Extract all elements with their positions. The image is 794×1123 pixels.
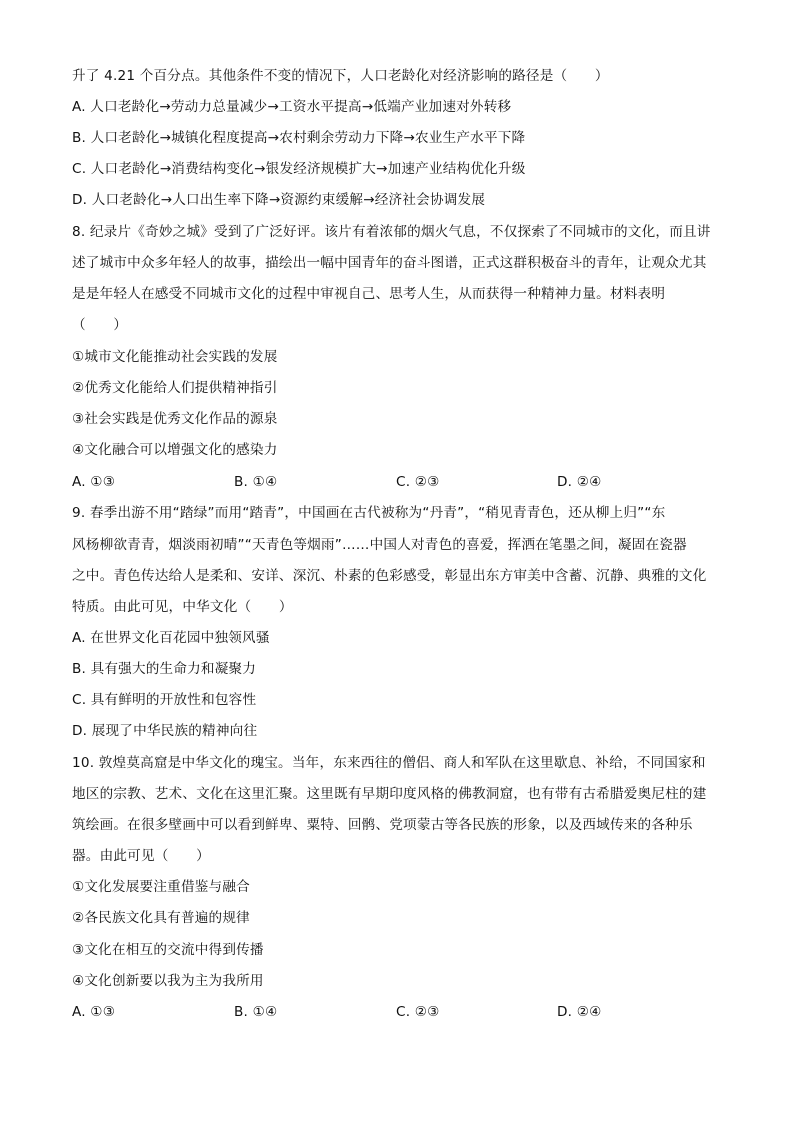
q8-choice-d: D. ②④ (557, 474, 602, 490)
q7-stem-tail: 升了 4.21 个百分点。其他条件不变的情况下，人口老龄化对经济影响的路径是（ ） (72, 68, 609, 84)
q10-statement-4: ④文化创新要以我为主为我所用 (72, 973, 264, 989)
q8-stem-line-4: （ ） (72, 317, 128, 333)
q10-statement-3: ③文化在相互的交流中得到传播 (72, 942, 264, 958)
q9-stem-line-2: 风杨柳欲青青，烟淡雨初晴”“天青色等烟雨”……中国人对青色的喜爱，挥洒在笔墨之间，凝固在瓷器 (72, 537, 687, 553)
q8-choice-c: C. ②③ (396, 474, 440, 490)
q8-statement-4: ④文化融合可以增强文化的感染力 (72, 442, 278, 458)
q10-stem-line-3: 筑绘画。在很多壁画中可以看到鲜卑、粟特、回鹘、党项蒙古等各民族的形象，以及西域传来的各种乐 (72, 817, 693, 833)
q10-choice-c: C. ②③ (396, 1004, 440, 1020)
q8-statement-1: ①城市文化能推动社会实践的发展 (72, 349, 278, 365)
q10-choice-b: B. ①④ (234, 1004, 278, 1020)
q8-statement-3: ③社会实践是优秀文化作品的源泉 (72, 411, 278, 427)
q10-stem-line-4: 器。由此可见（ ） (72, 848, 210, 864)
q10-stem-line-1: 10. 敦煌莫高窟是中华文化的瑰宝。当年，东来西往的僧侣、商人和军队在这里歇息、补给，不同国家和 (72, 755, 706, 771)
q8-stem-line-1: 8. 纪录片《奇妙之城》受到了广泛好评。该片有着浓郁的烟火气息，不仅探索了不同城市的文化，而且讲 (72, 224, 711, 240)
q8-statement-2: ②优秀文化能给人们提供精神指引 (72, 380, 278, 396)
q9-option-a: A. 在世界文化百花园中独领风骚 (72, 630, 270, 646)
q10-statement-1: ①文化发展要注重借鉴与融合 (72, 879, 250, 895)
q9-stem-line-1: 9. 春季出游不用“踏绿”而用“踏青”，中国画在古代被称为“丹青”，“稍见青青色，还从柳上归”“东 (72, 505, 666, 521)
q10-statement-2: ②各民族文化具有普遍的规律 (72, 910, 250, 926)
q10-choice-a: A. ①③ (72, 1004, 116, 1020)
q9-option-d: D. 展现了中华民族的精神向往 (72, 723, 258, 739)
q9-stem-line-3: 之中。青色传达给人是柔和、安详、深沉、朴素的色彩感受，彰显出东方审美中含蓄、沉静、典雅的文化 (72, 568, 707, 584)
q7-option-d: D. 人口老龄化→人口出生率下降→资源约束缓解→经济社会协调发展 (72, 192, 486, 208)
q8-choice-b: B. ①④ (234, 474, 278, 490)
q8-stem-line-3: 是是年轻人在感受不同城市文化的过程中审视自己、思考人生，从而获得一种精神力量。材料表明 (72, 286, 666, 302)
q7-option-b: B. 人口老龄化→城镇化程度提高→农村剩余劳动力下降→农业生产水平下降 (72, 130, 526, 146)
q7-option-a: A. 人口老龄化→劳动力总量减少→工资水平提高→低端产业加速对外转移 (72, 99, 512, 115)
q10-choice-d: D. ②④ (557, 1004, 602, 1020)
q8-stem-line-2: 述了城市中众多年轻人的故事，描绘出一幅中国青年的奋斗图谱，正式这群积极奋斗的青年，让观众尤其 (72, 255, 707, 271)
q9-stem-line-4: 特质。由此可见，中华文化（ ） (72, 599, 293, 615)
q9-option-c: C. 具有鲜明的开放性和包容性 (72, 692, 257, 708)
q7-option-c: C. 人口老龄化→消费结构变化→银发经济规模扩大→加速产业结构优化升级 (72, 161, 526, 177)
q8-choice-a: A. ①③ (72, 474, 116, 490)
q10-stem-line-2: 地区的宗教、艺术、文化在这里汇聚。这里既有早期印度风格的佛教洞窟，也有带有古希腊爱奥尼柱的建 (72, 786, 707, 802)
q9-option-b: B. 具有强大的生命力和凝聚力 (72, 661, 257, 677)
